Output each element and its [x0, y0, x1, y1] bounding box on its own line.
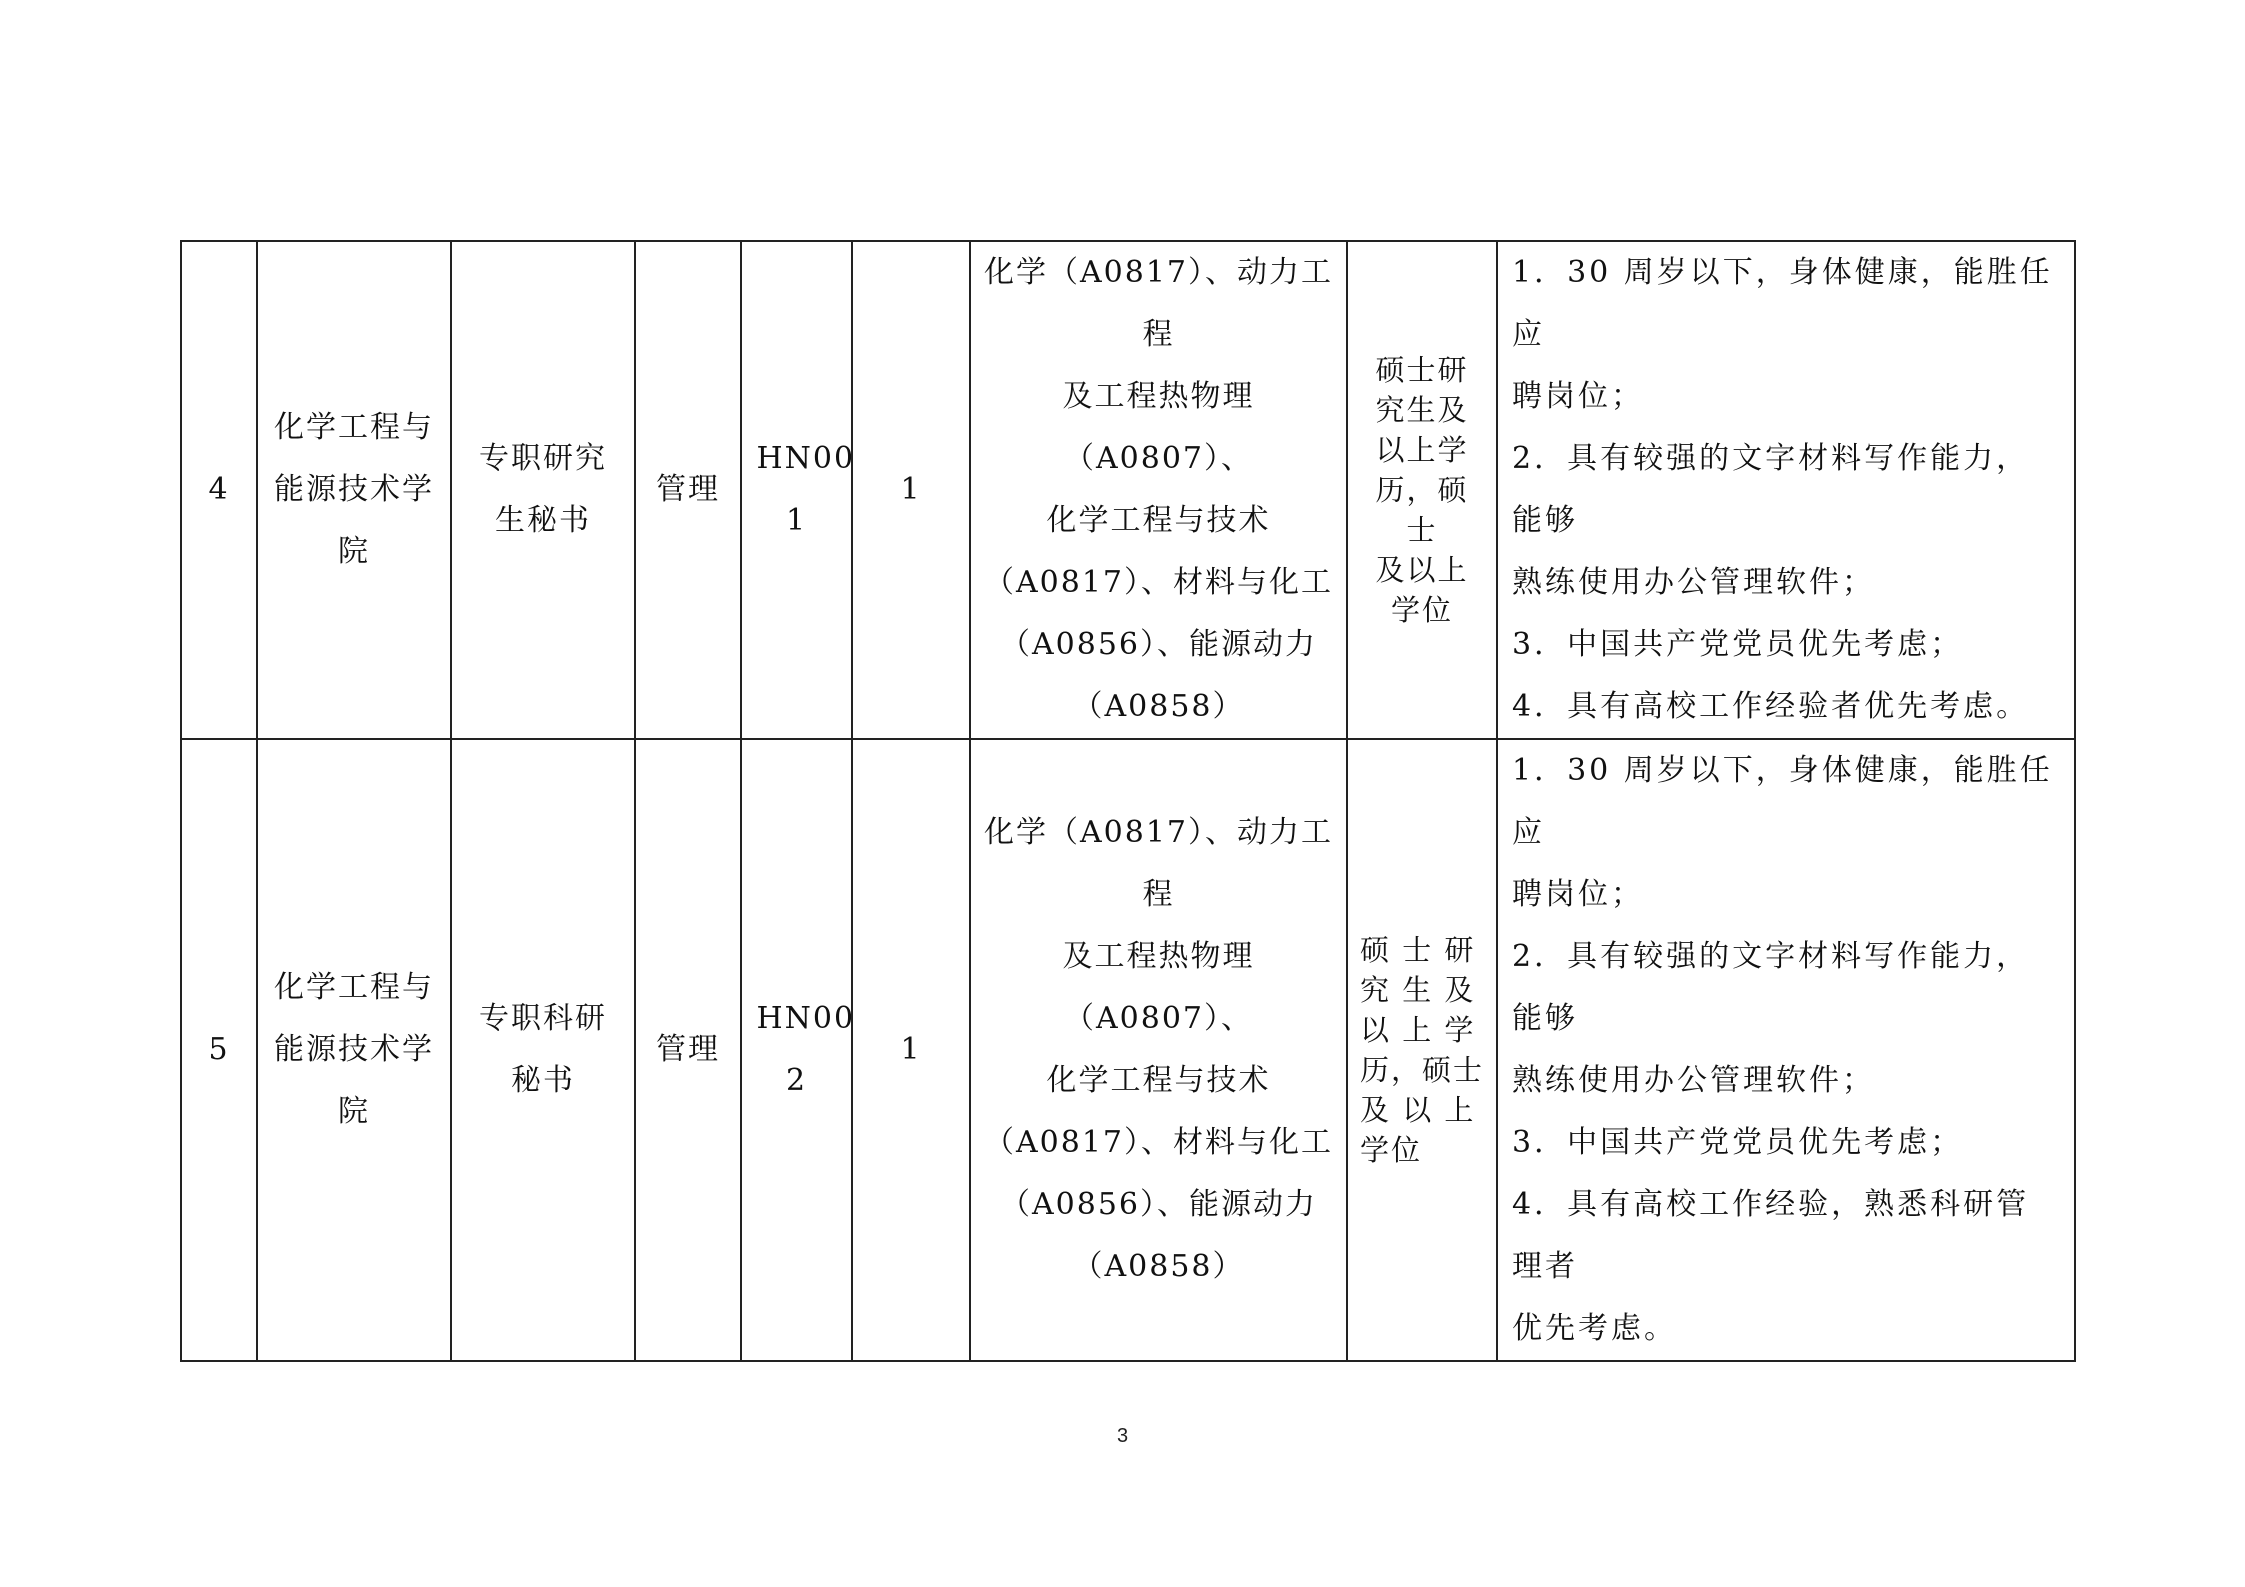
table-row: [181, 739, 2075, 1361]
post-text: 专职科研 秘书: [479, 1001, 607, 1098]
education-text: 硕士研 究生及 以上学 历，硕士 及以上 学位: [1375, 353, 1469, 627]
requirement-line: 4．具有高校工作经验，熟悉科研管理者: [1512, 1187, 2030, 1284]
requirement-line: 熟练使用办公管理软件；: [1512, 1063, 1875, 1098]
post-text: 专职研究 生秘书: [479, 441, 607, 538]
code-text: HN00 2: [756, 1001, 856, 1098]
table-row: [181, 241, 2075, 739]
requirement-line: 4．具有高校工作经验者优先考虑。: [1512, 689, 2030, 724]
count-cell: [852, 241, 970, 739]
requirement-line: 熟练使用办公管理软件；: [1512, 565, 1875, 600]
page-number: 3: [1116, 1425, 1129, 1447]
type-cell: [635, 739, 741, 1361]
row-index: 5: [208, 1032, 230, 1067]
post-cell: [451, 739, 635, 1361]
education-text: 硕 士 研 究 生 及 以 上 学 历，硕士 及 以 上 学位: [1360, 933, 1485, 1167]
count-text: 1: [900, 1032, 922, 1067]
major-text: 化学（A0817）、动力工程 及工程热物理（A0807）、 化学工程与技术 （A0817）、材料与化工 （A0856）、能源动力 （A0858）: [983, 815, 1333, 1284]
major-cell: [970, 241, 1347, 739]
code-cell: [741, 739, 856, 1361]
unit-text: 化学工程与 能源技术学 院: [274, 970, 434, 1129]
positions-table: [180, 240, 2076, 1362]
requirements-cell: [1497, 739, 2075, 1361]
requirement-line: 3．中国共产党党员优先考虑；: [1512, 1125, 1964, 1160]
requirement-line: 3．中国共产党党员优先考虑；: [1512, 627, 1964, 662]
major-text: 化学（A0817）、动力工程 及工程热物理（A0807）、 化学工程与技术 （A0817）、材料与化工 （A0856）、能源动力 （A0858）: [983, 255, 1333, 724]
major-cell: [970, 739, 1347, 1361]
requirement-line: 2．具有较强的文字材料写作能力，能够: [1512, 441, 2030, 538]
row-index-cell: [181, 739, 257, 1361]
requirement-line: 聘岗位；: [1512, 877, 1644, 912]
type-text: 管理: [656, 472, 720, 507]
code-text: HN00 1: [756, 441, 856, 538]
requirement-line: 聘岗位；: [1512, 379, 1644, 414]
requirement-line: 2．具有较强的文字材料写作能力，能够: [1512, 939, 2030, 1036]
count-cell: [852, 739, 970, 1361]
requirements-list: [1498, 242, 2074, 738]
type-cell: [635, 241, 741, 739]
education-cell: [1347, 241, 1497, 739]
requirement-line: 优先考虑。: [1512, 1311, 1677, 1346]
requirements-cell: [1497, 241, 2075, 739]
unit-text: 化学工程与 能源技术学 院: [274, 410, 434, 569]
count-text: 1: [900, 472, 922, 507]
requirement-line: 1．30 周岁以下，身体健康，能胜任应: [1512, 753, 2053, 850]
post-cell: [451, 241, 635, 739]
requirements-list: [1498, 740, 2074, 1360]
code-cell: [741, 241, 856, 739]
type-text: 管理: [656, 1032, 720, 1067]
unit-cell: [257, 241, 451, 739]
education-cell: [1347, 739, 1497, 1361]
row-index: 4: [208, 472, 230, 507]
requirement-line: 1．30 周岁以下，身体健康，能胜任应: [1512, 255, 2053, 352]
unit-cell: [257, 739, 451, 1361]
row-index-cell: [181, 241, 257, 739]
